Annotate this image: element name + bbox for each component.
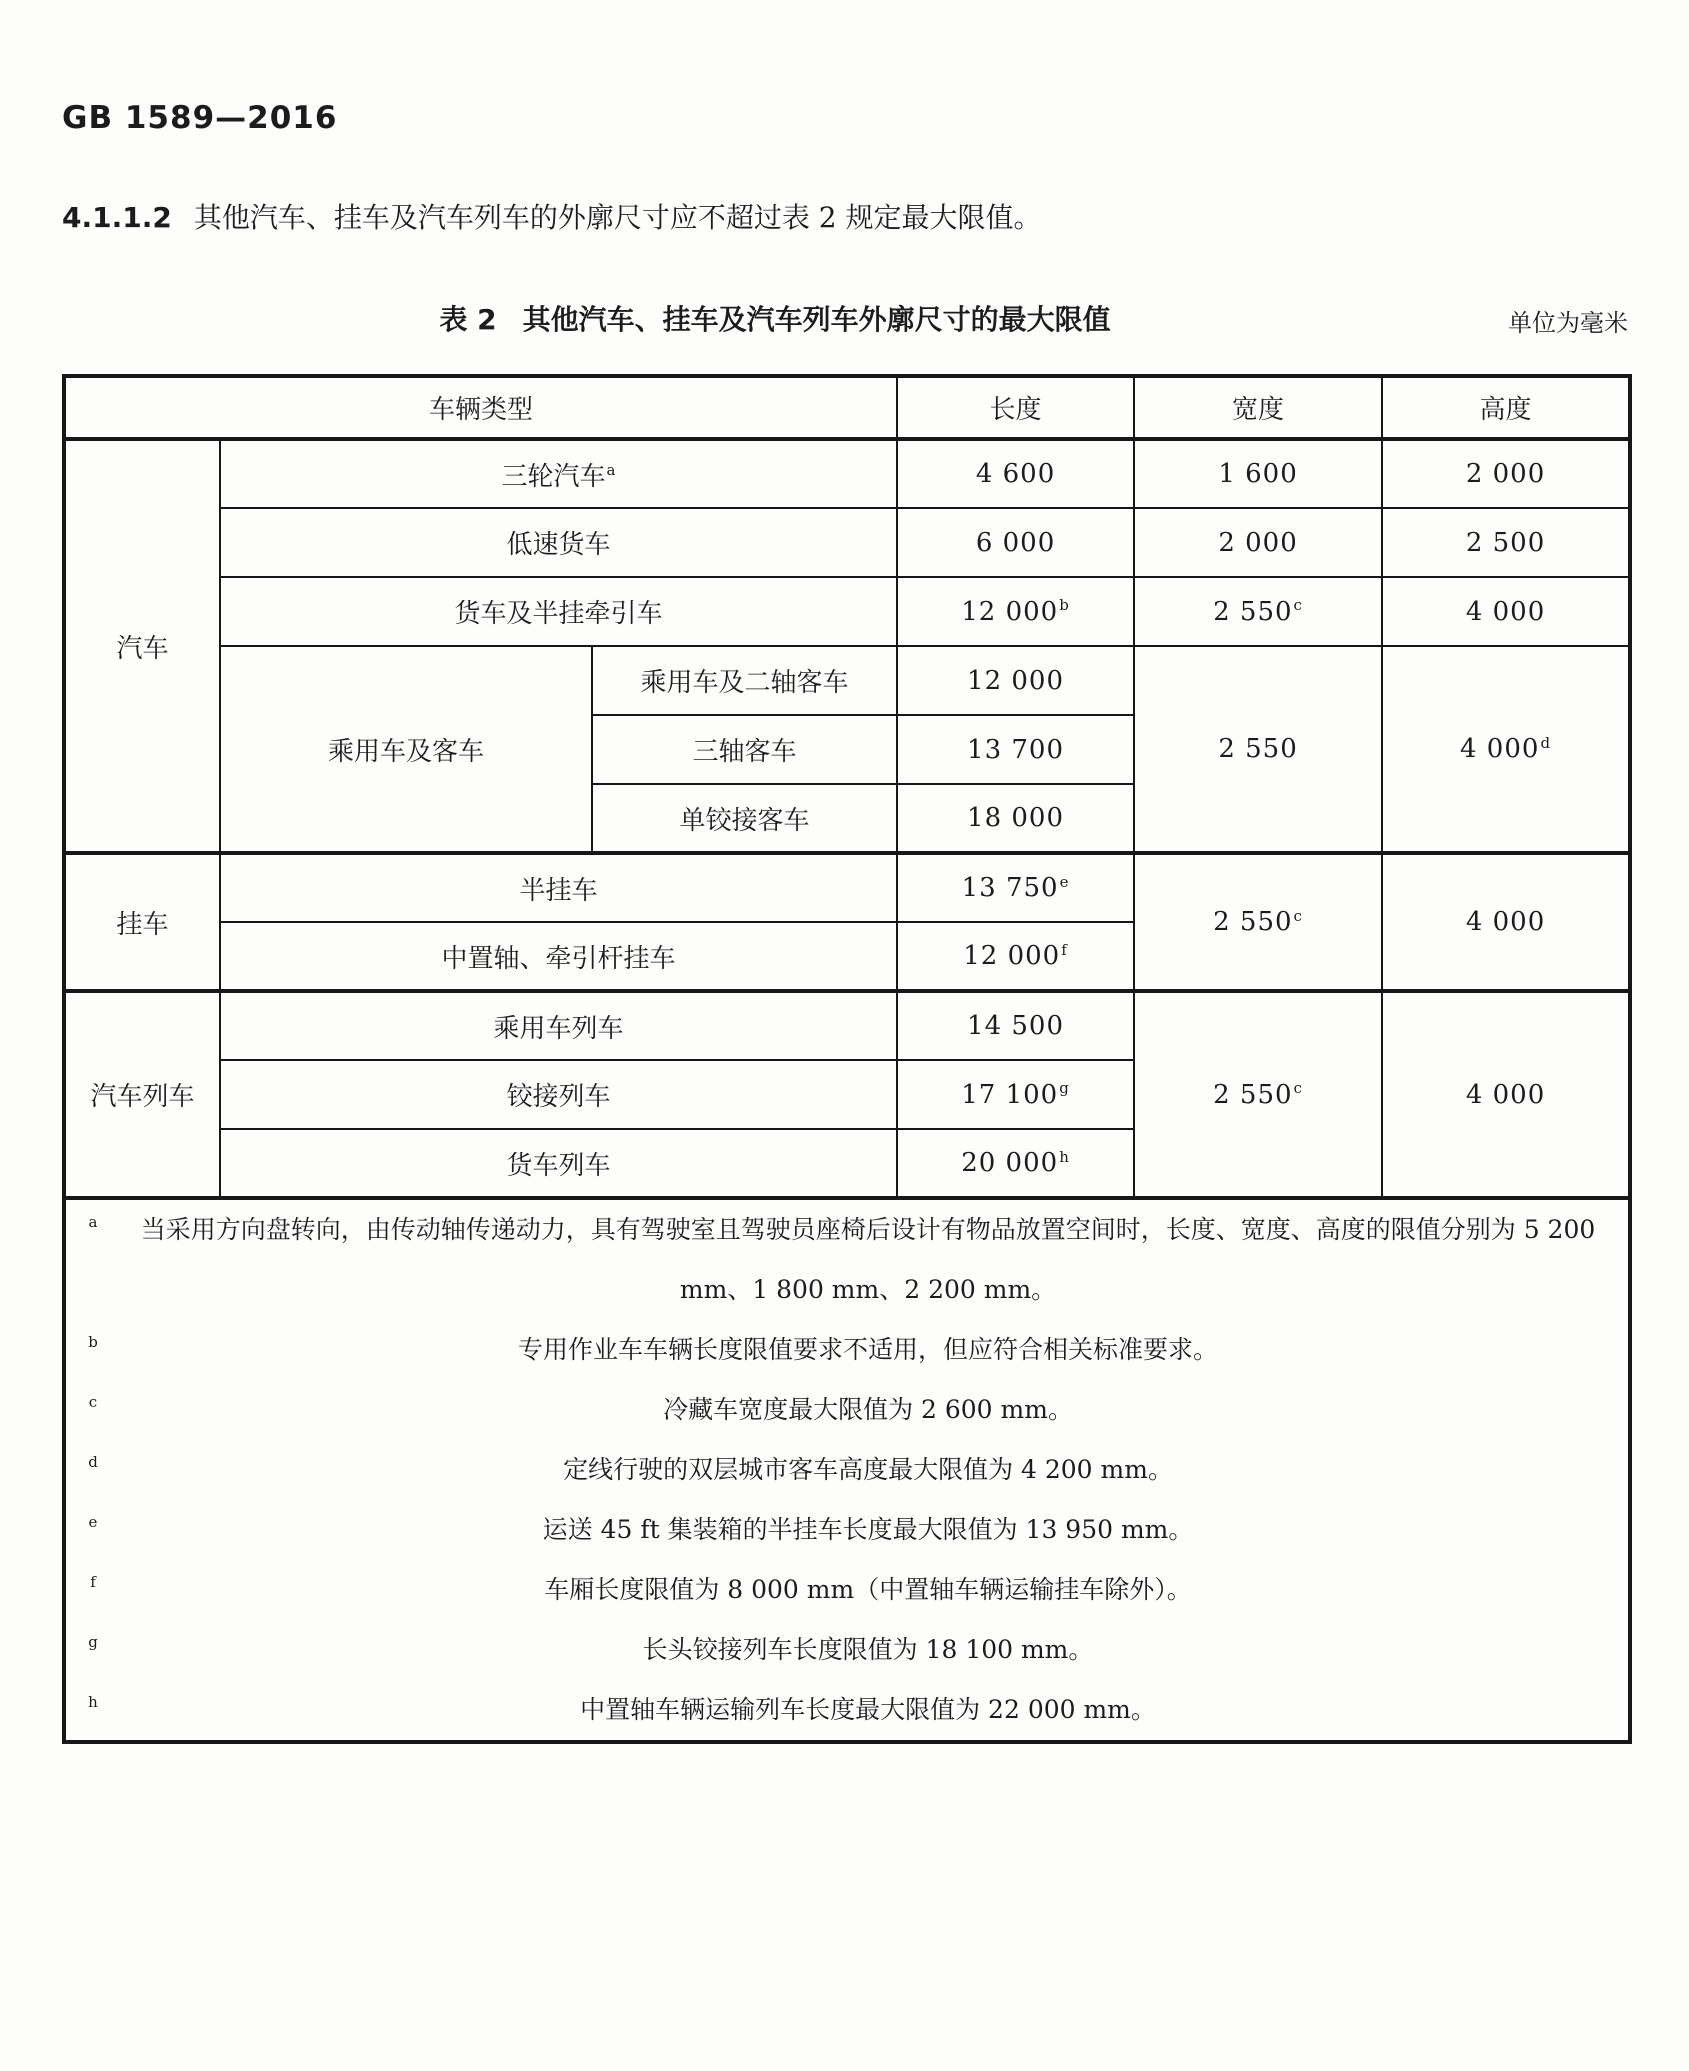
length-value: 13 750e xyxy=(897,853,1134,922)
footnote-h xyxy=(70,1680,1624,1740)
vehicle-name: 乘用车及二轴客车 xyxy=(592,646,897,715)
vehicle-name: 三轮汽车$^a$ xyxy=(220,439,897,508)
footnote-marker: f xyxy=(90,1573,96,1592)
vehicle-name: 半挂车 xyxy=(220,853,897,922)
length-value: 17 100$^g$ xyxy=(897,1060,1134,1129)
vehicle-name: 三轴客车 xyxy=(592,715,897,784)
length-value: 20 000$^h$ xyxy=(897,1129,1134,1198)
height-value: 4 000 xyxy=(1382,577,1630,646)
footnote-e xyxy=(70,1500,1624,1560)
vehicle-name: 货车及半挂牵引车 xyxy=(220,577,897,646)
length-value: 18 000 xyxy=(897,784,1134,853)
footnote-a xyxy=(70,1200,1624,1320)
table-caption-row xyxy=(62,298,1628,338)
height-value: 4 000 xyxy=(1382,853,1630,991)
footnote-text: 运送 45 ft 集装箱的半挂车长度最大限值为 13 950 mm。 xyxy=(542,1515,1194,1545)
group-label-trailer: 挂车 xyxy=(64,853,220,991)
table-footnotes xyxy=(64,1198,1630,1742)
table-row-passenger-combination xyxy=(64,991,1630,1060)
header-vehicle-type: 车辆类型 xyxy=(64,376,897,439)
clause-text: 其他汽车、挂车及汽车列车的外廓尺寸应不超过表 2 规定最大限值。 xyxy=(193,201,1042,234)
footnote-marker: e xyxy=(88,1513,98,1532)
footnote-marker: c xyxy=(88,1393,98,1412)
footnote-text: 定线行驶的双层城市客车高度最大限值为 4 200 mm。 xyxy=(563,1455,1173,1485)
vehicle-name: 中置轴、牵引杆挂车 xyxy=(220,922,897,991)
footnote-ref-h: h xyxy=(1059,1147,1070,1166)
table-caption xyxy=(62,298,1488,338)
width-value: 1 600 xyxy=(1134,439,1382,508)
page-content xyxy=(62,0,1628,1744)
header-length: 长度 xyxy=(897,376,1134,439)
footnote-ref-f: f xyxy=(1061,940,1068,959)
table-header-row xyxy=(64,376,1630,439)
length-value: 12 000$^b$ xyxy=(897,577,1134,646)
group-label-combination: 汽车列车 xyxy=(64,991,220,1198)
footnote-text: 车厢长度限值为 8 000 mm（中置轴车辆运输挂车除外）。 xyxy=(544,1575,1192,1605)
vehicle-name: 单铰接客车 xyxy=(592,784,897,853)
footnote-ref-d: d xyxy=(1540,733,1552,752)
length-value: 12 000$^f$ xyxy=(897,922,1134,991)
header-width: 宽度 xyxy=(1134,376,1382,439)
height-value: 2 500 xyxy=(1382,508,1630,577)
footnote-ref-c: c xyxy=(1293,596,1303,615)
vehicle-name: 乘用车列车 xyxy=(220,991,897,1060)
footnote-b xyxy=(70,1320,1624,1380)
doc-code: GB 1589—2016 xyxy=(62,100,338,136)
table-caption-label: 表 2 xyxy=(439,303,497,337)
table-footnotes-row xyxy=(64,1198,1630,1742)
table-caption-title: 其他汽车、挂车及汽车列车外廓尺寸的最大限值 xyxy=(522,303,1111,337)
vehicle-name: 低速货车 xyxy=(220,508,897,577)
footnote-marker: b xyxy=(88,1333,98,1352)
length-value: 13 700 xyxy=(897,715,1134,784)
footnote-ref-e: e xyxy=(1059,872,1070,891)
footnote-ref-c: c xyxy=(1293,906,1303,925)
length-value: 12 000 xyxy=(897,646,1134,715)
height-value: 4 000 xyxy=(1382,991,1630,1198)
width-value: 2 550$^c$ xyxy=(1134,991,1382,1198)
footnote-ref-b: b xyxy=(1059,596,1070,615)
footnote-marker: d xyxy=(88,1453,98,1472)
table-row-truck-and-tractor xyxy=(64,577,1630,646)
length-value: 14 500 xyxy=(897,991,1134,1060)
footnote-ref-g: g xyxy=(1059,1079,1070,1098)
footnote-marker: a xyxy=(88,1213,98,1232)
footnote-c xyxy=(70,1380,1624,1440)
table-row-tricycle xyxy=(64,439,1630,508)
unit-note: 单位为毫米 xyxy=(1508,309,1628,338)
length-value: 4 600 xyxy=(897,439,1134,508)
vehicle-name: 铰接列车 xyxy=(220,1060,897,1129)
dimension-limits-table xyxy=(62,374,1632,1744)
footnote-ref-a: a xyxy=(606,461,616,480)
footnote-ref-c: c xyxy=(1293,1079,1303,1098)
group-label-bus: 乘用车及客车 xyxy=(220,646,592,853)
vehicle-name: 货车列车 xyxy=(220,1129,897,1198)
footnote-d xyxy=(70,1440,1624,1500)
footnote-text: 当采用方向盘转向，由传动轴传递动力，具有驾驶室且驾驶员座椅后设计有物品放置空间时，长度、宽度、高度的限值分别为 5 200 mm、1 800 mm、2 200 mm。 xyxy=(140,1215,1596,1305)
clause-number: 4.1.1.2 xyxy=(62,201,172,234)
table-row-two-axle-bus xyxy=(64,646,1630,715)
width-value: 2 550$^c$ xyxy=(1134,853,1382,991)
footnote-text: 冷藏车宽度最大限值为 2 600 mm。 xyxy=(663,1395,1073,1425)
group-label-auto: 汽车 xyxy=(64,439,220,853)
height-value: 4 000$^d$ xyxy=(1382,646,1630,853)
footnote-g xyxy=(70,1620,1624,1680)
width-value: 2 550 xyxy=(1134,646,1382,853)
clause-paragraph xyxy=(62,200,1628,236)
length-value: 6 000 xyxy=(897,508,1134,577)
footnote-text: 中置轴车辆运输列车长度最大限值为 22 000 mm。 xyxy=(580,1695,1156,1725)
header-height: 高度 xyxy=(1382,376,1630,439)
width-value: 2 000 xyxy=(1134,508,1382,577)
footnote-marker: g xyxy=(88,1633,98,1652)
footnote-text: 专用作业车车辆长度限值要求不适用，但应符合相关标准要求。 xyxy=(518,1335,1219,1365)
table-row-low-speed-truck xyxy=(64,508,1630,577)
height-value: 2 000 xyxy=(1382,439,1630,508)
footnote-marker: h xyxy=(88,1693,98,1712)
table-row-semi-trailer xyxy=(64,853,1630,922)
width-value: 2 550$^c$ xyxy=(1134,577,1382,646)
footnote-text: 长头铰接列车长度限值为 18 100 mm。 xyxy=(642,1635,1094,1665)
footnote-f xyxy=(70,1560,1624,1620)
